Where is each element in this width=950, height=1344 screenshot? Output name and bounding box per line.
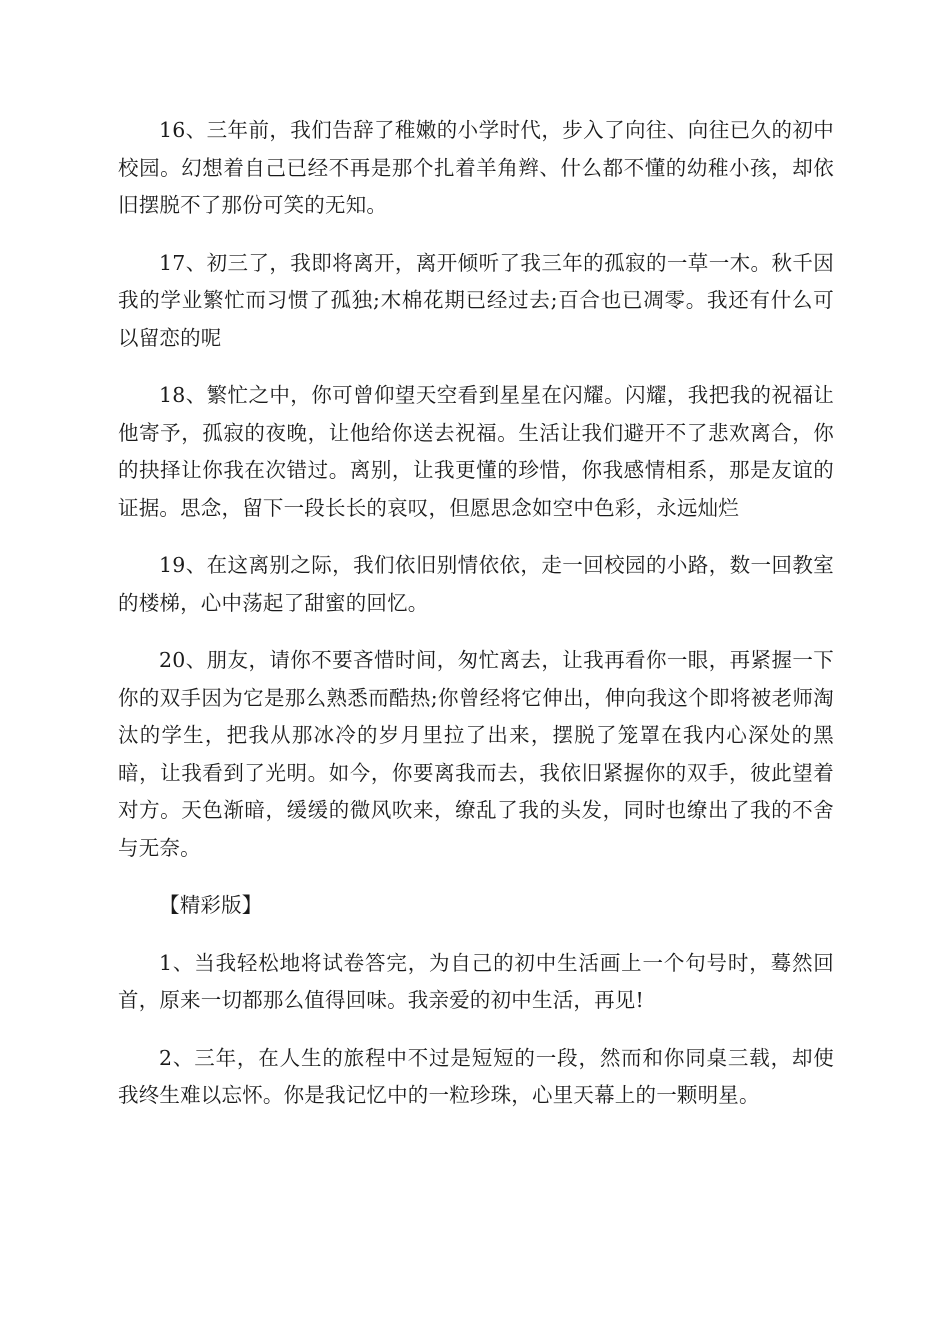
paragraph-17: 17、初三了，我即将离开，离开倾听了我三年的孤寂的一草一木。秋千因我的学业繁忙而习惯了孤独;木棉花期已经过去;百合也已凋零。我还有什么可以留恋的呢 <box>118 250 834 350</box>
section-heading: 【精彩版】 <box>159 893 263 917</box>
paragraph-18: 18、繁忙之中，你可曾仰望天空看到星星在闪耀。闪耀，我把我的祝福让他寄予，孤寂的夜晚，让他给你送去祝福。生活让我们避开不了悲欢离合，你的抉择让你我在次错过。离别，让我更懂的珍惜，你我感情相系，那是友谊的证据。思念，留下一段长长的哀叹，但愿思念如空中色彩，永远灿烂 <box>118 383 834 520</box>
paragraph-20: 20、朋友，请你不要吝惜时间，匆忙离去，让我再看你一眼，再紧握一下你的双手因为它是那么熟悉而酷热;你曾经将它伸出，伸向我这个即将被老师淘汰的学生，把我从那冰冷的岁月里拉了出来，摆脱了笼罩在我内心深处的黑暗，让我看到了光明。如今，你要离我而去，我依旧紧握你的双手，彼此望着对方。天色渐暗，缓缓的微风吹来，缭乱了我的头发，同时也缭出了我的不舍与无奈。 <box>118 648 834 860</box>
paragraph-1: 1、当我轻松地将试卷答完，为自己的初中生活画上一个句号时，蓦然回首，原来一切都那么值得回味。我亲爱的初中生活，再见! <box>118 950 834 1012</box>
paragraph-19: 19、在这离别之际，我们依旧别情依依，走一回校园的小路，数一回教室的楼梯，心中荡起了甜蜜的回忆。 <box>118 553 834 615</box>
document-page <box>118 112 834 1135</box>
paragraph-16: 16、三年前，我们告辞了稚嫩的小学时代，步入了向往、向往已久的初中校园。幻想着自己已经不再是那个扎着羊角辫、什么都不懂的幼稚小孩，却依旧摆脱不了那份可笑的无知。 <box>118 118 834 217</box>
paragraph-2: 2、三年，在人生的旅程中不过是短短的一段，然而和你同桌三载，却使我终生难以忘怀。你是我记忆中的一粒珍珠，心里天幕上的一颗明星。 <box>118 1045 834 1107</box>
